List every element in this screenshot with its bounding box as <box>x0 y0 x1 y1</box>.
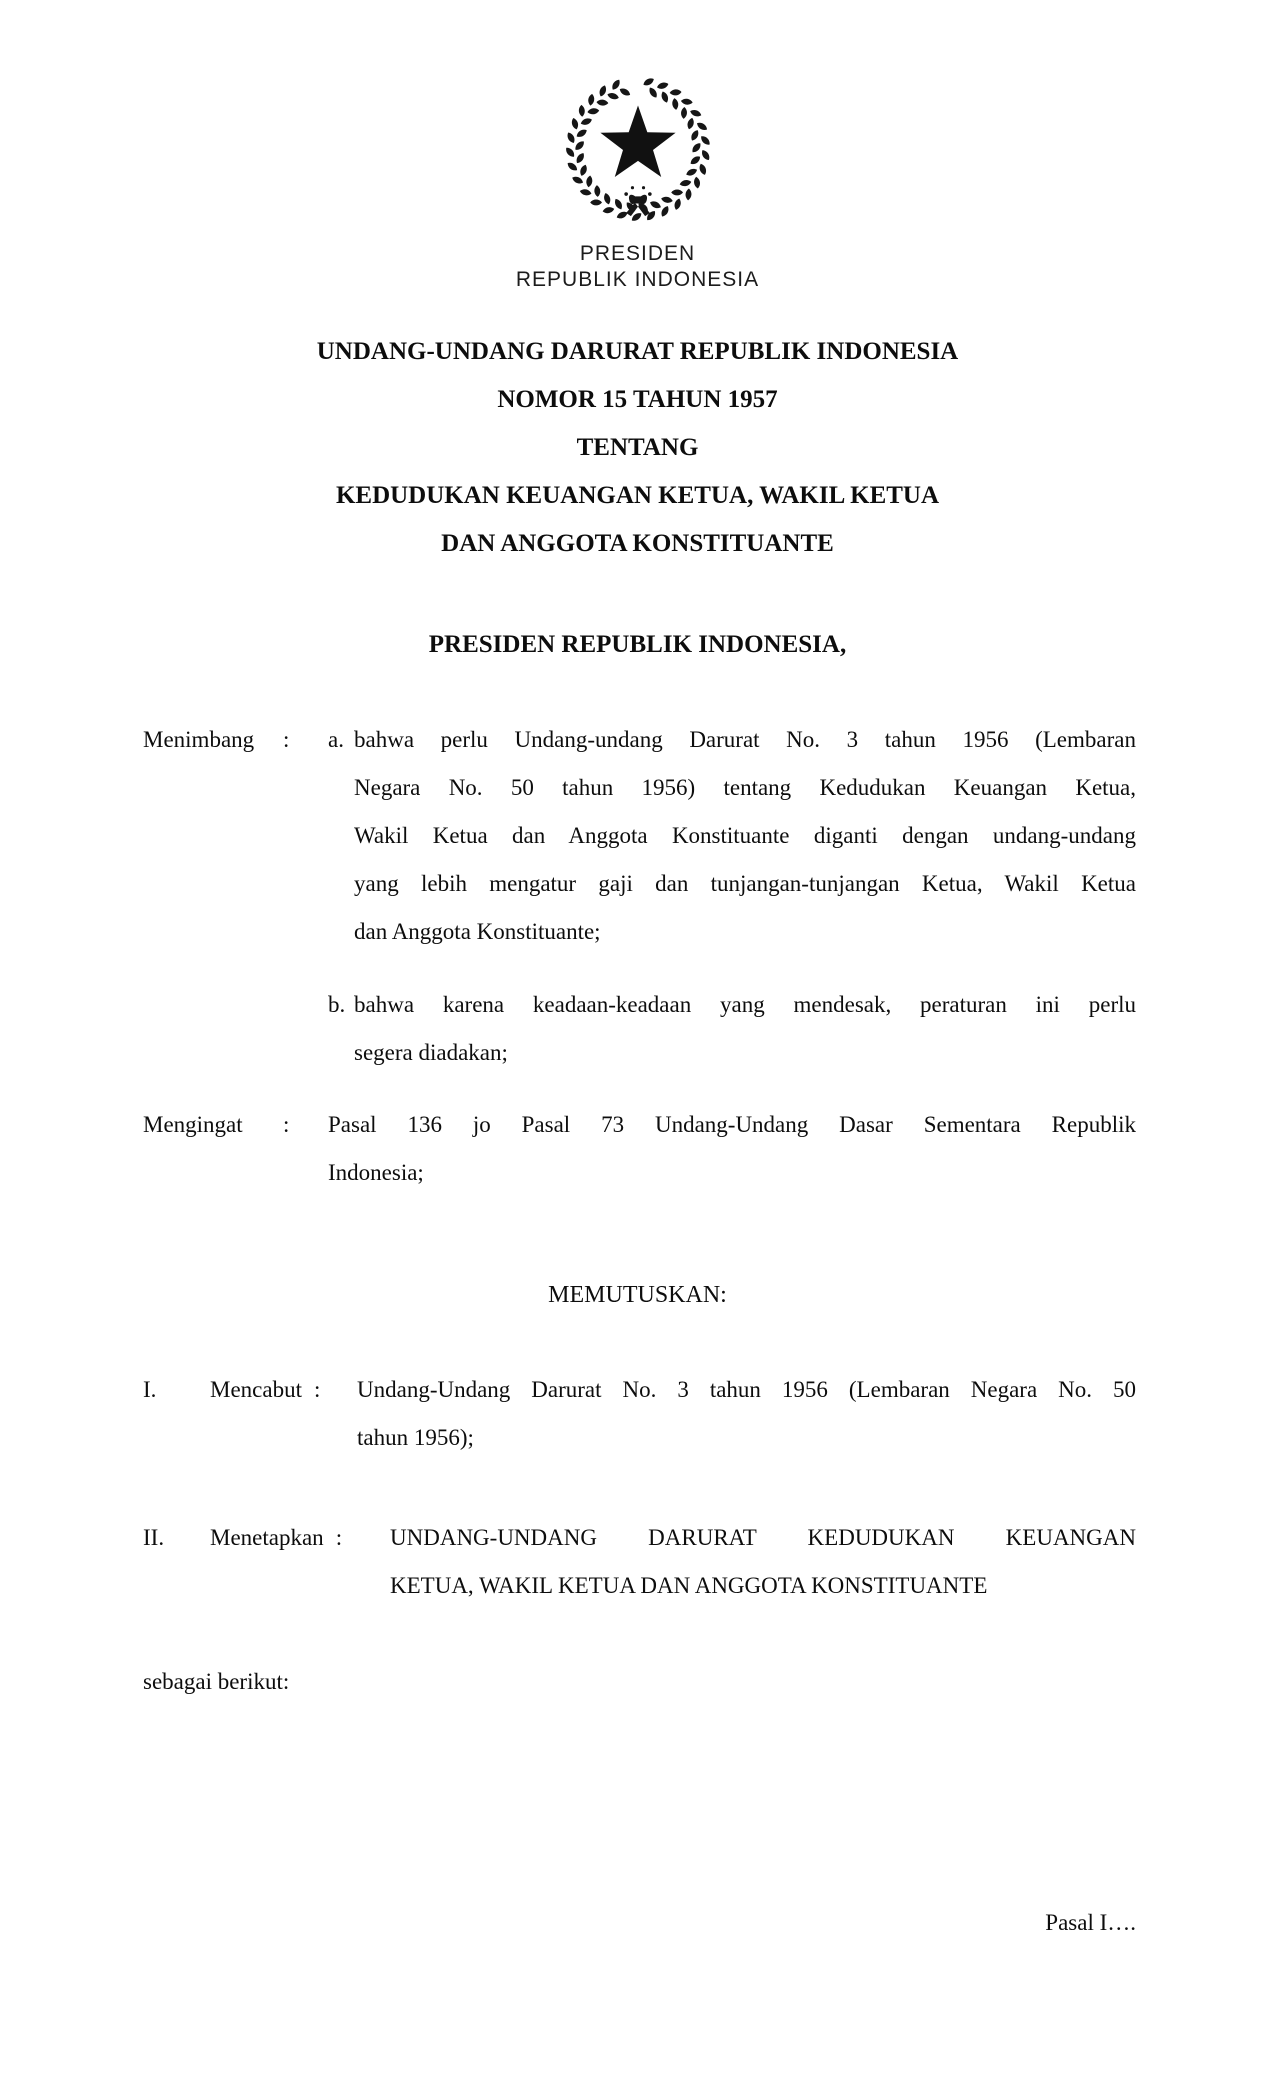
consideration-row-b <box>143 981 1136 1077</box>
decision-2-colon: : <box>335 1525 343 1550</box>
law-title-line4: KEDUDUKAN KEUANGAN KETUA, WAKIL KETUA <box>335 482 940 509</box>
law-title-line3: TENTANG <box>576 434 699 461</box>
item-marker-a: a. <box>328 727 344 752</box>
decision-1-colon: : <box>313 1377 321 1402</box>
decision-2-line2: KETUA, WAKIL KETUA DAN ANGGOTA KONSTITUANTE <box>390 1573 988 1598</box>
decision-1-numeral: I. <box>143 1377 157 1402</box>
decision-heading: MEMUTUSKAN: <box>548 1282 727 1308</box>
emblem-caption-republik: REPUBLIK INDONESIA <box>515 268 760 291</box>
legal-basis-line1: Pasal 136 jo Pasal 73 Undang-Undang Dasar Sementara Republik <box>328 1112 1136 1137</box>
decision-2-label-text: Menetapkan <box>210 1525 324 1550</box>
issuer-heading: PRESIDEN REPUBLIK INDONESIA, <box>428 631 847 658</box>
legal-basis-text <box>328 1101 1136 1197</box>
decision-2-line1: UNDANG-UNDANG DARURAT KEDUDUKAN KEUANGAN <box>390 1525 1136 1550</box>
consideration-a-text <box>328 716 1136 956</box>
decision-1-text <box>357 1366 1136 1462</box>
consideration-a-line3: Wakil Ketua dan Anggota Konstituante diganti dengan undang-undang <box>354 823 1136 848</box>
empty-colon-cell <box>283 981 328 1077</box>
consideration-a-line1: bahwa perlu Undang-undang Darurat No. 3 tahun 1956 (Lembaran <box>354 727 1136 752</box>
consideration-a-line2: Negara No. 50 tahun 1956) tentang Kedudukan Keuangan Ketua, <box>354 775 1136 800</box>
state-emblem <box>0 70 1275 293</box>
consideration-a-line4: yang lebih mengatur gaji dan tunjangan-tunjangan Ketua, Wakil Ketua <box>354 871 1136 896</box>
star-wreath-emblem-icon <box>559 70 717 228</box>
consideration-row-a <box>143 716 1136 956</box>
decision-1-label <box>210 1366 357 1462</box>
empty-label-cell <box>143 981 283 1077</box>
decision-1-label-text: Mencabut <box>210 1377 302 1402</box>
emblem-caption-presiden: PRESIDEN <box>579 242 696 265</box>
law-title <box>0 328 1275 568</box>
ribbon-bow-icon <box>624 186 651 216</box>
legal-basis-line2: Indonesia; <box>328 1160 424 1185</box>
mengingat-colon: : <box>283 1112 290 1137</box>
decision-2-label <box>210 1514 390 1610</box>
consideration-a-line5: dan Anggota Konstituante; <box>354 919 601 944</box>
decision-row-1 <box>143 1366 1136 1462</box>
decision-2-numeral: II. <box>143 1525 165 1550</box>
star-icon <box>600 106 675 177</box>
consideration-b-text <box>328 981 1136 1077</box>
law-title-line5: DAN ANGGOTA KONSTITUANTE <box>441 530 834 557</box>
item-marker-b: b. <box>328 992 346 1017</box>
mengingat-label: Mengingat <box>143 1112 243 1137</box>
decision-2-text <box>390 1514 1136 1610</box>
law-title-line1: UNDANG-UNDANG DARURAT REPUBLIK INDONESIA <box>316 338 959 365</box>
emblem-caption <box>516 241 759 293</box>
consideration-b-line1: bahwa karena keadaan-keadaan yang mendesak, peraturan ini perlu <box>354 992 1136 1017</box>
law-title-line2: NOMOR 15 TAHUN 1957 <box>497 386 778 413</box>
consideration-b-line2: segera diadakan; <box>354 1040 508 1065</box>
decision-1-line1: Undang-Undang Darurat No. 3 tahun 1956 (Lembaran Negara No. 50 <box>357 1377 1136 1402</box>
closing-phrase: sebagai berikut: <box>143 1669 290 1694</box>
decision-row-2 <box>143 1514 1136 1610</box>
decision-1-line2: tahun 1956); <box>357 1425 474 1450</box>
menimbang-colon: : <box>283 727 290 752</box>
menimbang-label: Menimbang <box>143 727 255 752</box>
catchword-pasal-1: Pasal I…. <box>1045 1910 1136 1935</box>
legal-basis-row <box>143 1101 1136 1197</box>
